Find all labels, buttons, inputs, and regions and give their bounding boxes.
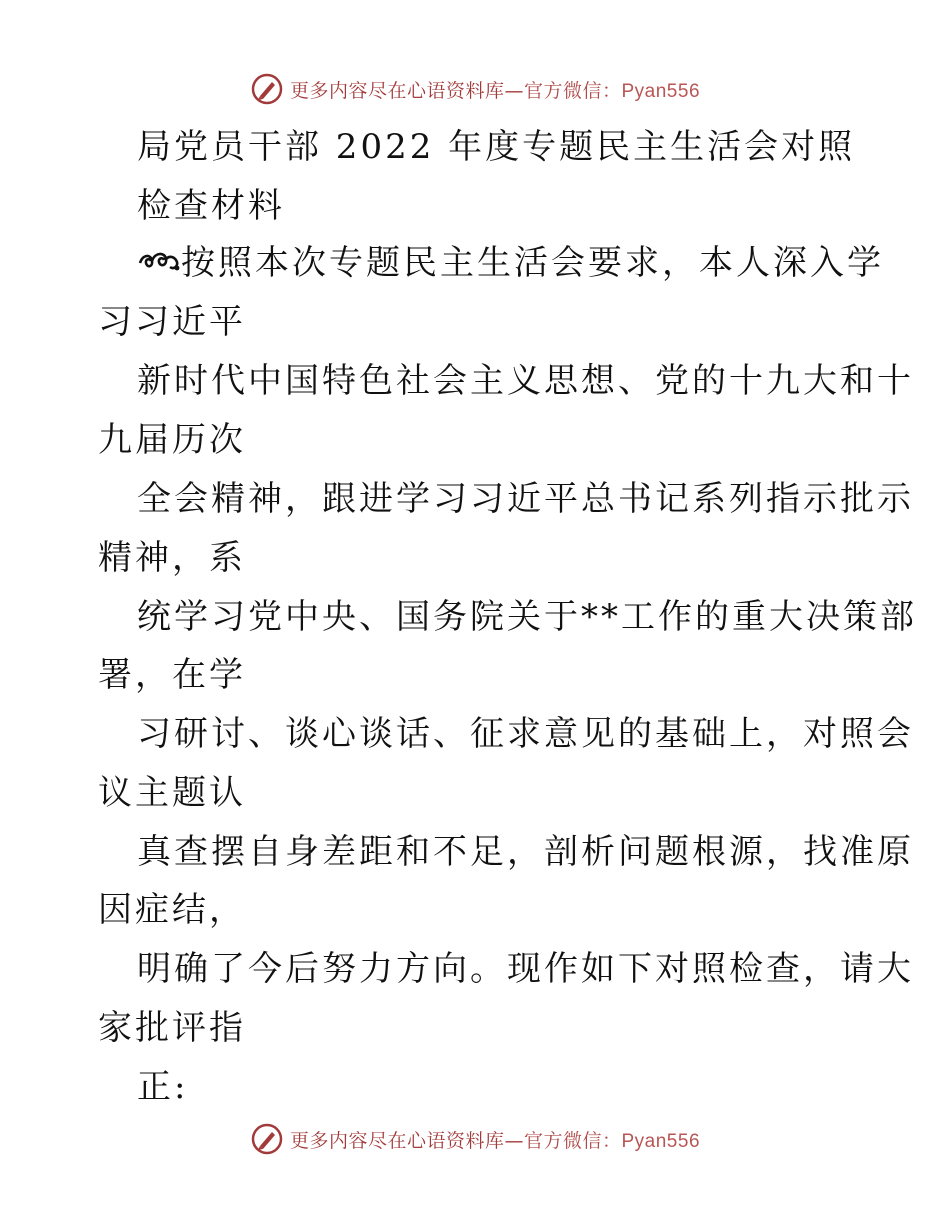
pen-logo-icon xyxy=(250,1122,284,1156)
watermark-dash: — xyxy=(504,79,524,102)
paragraph-line: 正: xyxy=(137,1067,189,1107)
watermark-account: Pyan556 xyxy=(621,1130,701,1152)
paragraph-line: 真查摆自身差距和不足，剖析问题根源，找准原 xyxy=(137,832,914,872)
paragraph-line: 习习近平 xyxy=(98,302,246,342)
paragraph-line: 新时代中国特色社会主义思想、党的十九大和十 xyxy=(137,361,914,401)
watermark-wechat-label: 官方微信： xyxy=(523,1129,622,1152)
paragraph-line: 统学习党中央、国务院关于**工作的重大决策部 xyxy=(137,597,917,637)
watermark-dash: — xyxy=(504,1129,524,1152)
paragraph-line: 精神，系 xyxy=(98,538,246,578)
doc-title-line-2: 检查材料 xyxy=(137,186,285,226)
watermark-wechat-label: 官方微信： xyxy=(523,79,622,102)
paragraph-line: 议主题认 xyxy=(98,773,246,813)
paragraph-line-text: 按照本次专题民主生活会要求，本人深入学 xyxy=(181,243,884,283)
watermark-account: Pyan556 xyxy=(621,80,701,102)
pen-logo-icon xyxy=(250,72,284,106)
watermark-text: 更多内容尽在心语资料库 xyxy=(289,1129,505,1152)
paragraph-line: 明确了今后努力方向。现作如下对照检查，请大 xyxy=(137,949,914,989)
paragraph-line: 全会精神，跟进学习习近平总书记系列指示批示 xyxy=(137,479,914,519)
paragraph-line: 九届历次 xyxy=(98,420,246,460)
fleuron-ornament-icon xyxy=(137,246,181,276)
doc-title-line-1: 局党员干部 2022 年度专题民主生活会对照 xyxy=(137,127,856,167)
header-watermark xyxy=(0,72,950,106)
footer-watermark xyxy=(0,1122,950,1156)
paragraph-line: 习研讨、谈心谈话、征求意见的基础上，对照会 xyxy=(137,714,914,754)
paragraph-line: 因症结， xyxy=(98,890,246,930)
watermark-text: 更多内容尽在心语资料库 xyxy=(289,79,505,102)
paragraph-line: 署，在学 xyxy=(98,655,246,695)
paragraph-line: 家批评指 xyxy=(98,1008,246,1048)
paragraph-line xyxy=(137,243,884,283)
